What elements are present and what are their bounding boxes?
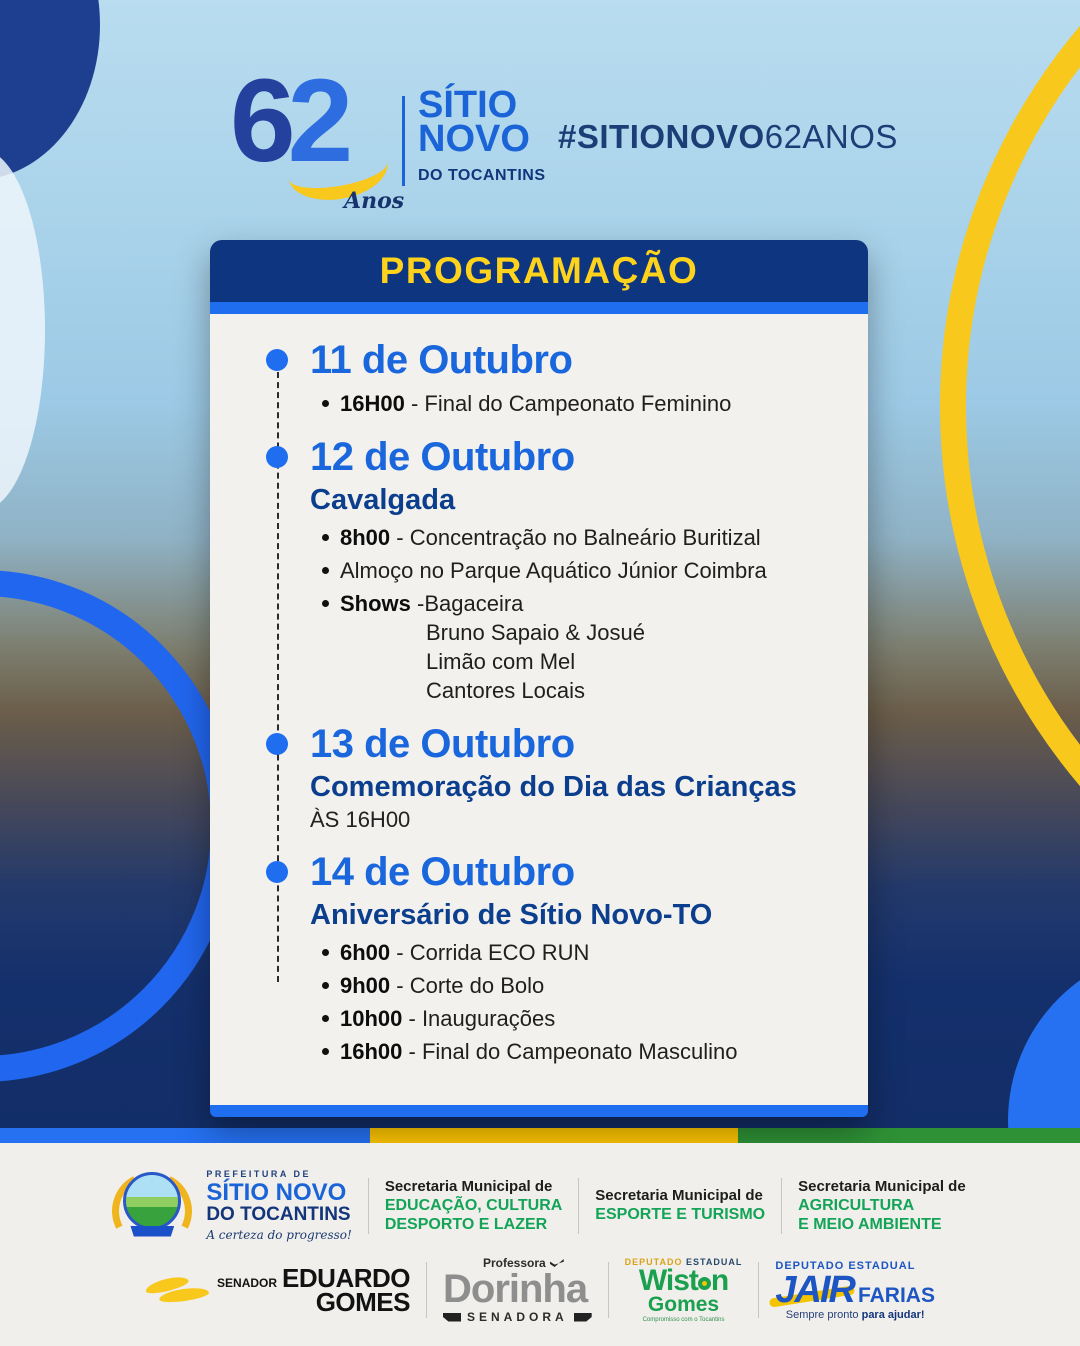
timeline-dot-icon (266, 861, 288, 883)
logo-62-anos (230, 55, 405, 214)
footer-divider (426, 1262, 427, 1318)
prefeitura-block (206, 1169, 352, 1242)
secretariat-esporte (595, 1187, 765, 1224)
secretariat-line: ESPORTE E TURISMO (595, 1206, 766, 1223)
footer-divider (758, 1262, 759, 1318)
stripe-blue (0, 1128, 370, 1143)
jair-first-name: JAIR (775, 1268, 854, 1311)
program-days (210, 338, 842, 1066)
stripe-green (738, 1128, 1080, 1143)
secretariat-intro: Secretaria Municipal de (384, 1177, 553, 1195)
logo-jair-farias (775, 1260, 935, 1321)
day-subtitle: Comemoração do Dia das Crianças (310, 771, 797, 803)
secretariat-line: AGRICULTURA (798, 1196, 915, 1214)
crest-ribbon-icon (130, 1226, 174, 1237)
program-item-extra: Cantores Locais (426, 678, 585, 703)
program-card-header (210, 240, 868, 302)
prefeitura-slogan: A certeza do progresso! (206, 1228, 352, 1242)
navy-blob-shape (0, 0, 100, 180)
wiston-last-name: Gomes (647, 1293, 720, 1316)
program-item: 16h00 - Final do Campeonato Masculino (310, 1037, 842, 1066)
footer-divider (608, 1262, 609, 1318)
wiston-tagline: Compromisso com o Tocantins (642, 1317, 725, 1323)
footer-supporters-row (0, 1256, 1080, 1324)
program-day (210, 435, 842, 705)
day-items (310, 523, 842, 705)
logo-digit-two: 2 (287, 55, 346, 187)
day-date (310, 435, 842, 479)
day-items (310, 938, 842, 1066)
estadual-label: ESTADUAL (686, 1257, 743, 1267)
day-items (310, 389, 842, 418)
logo-anos-label: Anos (344, 188, 405, 214)
hashtag (558, 118, 898, 156)
hashtag-regular: 62ANOS (764, 118, 898, 155)
day-date (310, 850, 842, 894)
logo-divider (402, 96, 405, 186)
logo-wiston-gomes: DEPUTADO ESTADUAL Wist n Gomes Compromisso com o Tocantins (624, 1257, 743, 1323)
footer-secretariats-row (0, 1169, 1080, 1242)
hashtag-bold: #SITIONOVO (558, 118, 765, 155)
program-item: 10h00 - Inaugurações (310, 1004, 842, 1033)
card-top-stripe (210, 302, 868, 314)
program-item: 6h00 - Corrida ECO RUN (310, 938, 842, 967)
logo-dorinha (443, 1256, 592, 1324)
secretariat-intro: Secretaria Municipal de (798, 1177, 966, 1195)
program-item: Shows -Bagaceira Bruno Sapaio & Josué Limão com Mel Cantores Locais (310, 589, 842, 705)
senadora-label: SENADORA (467, 1310, 568, 1324)
prefeitura-name2: DO TOCANTINS (206, 1204, 351, 1225)
secretariat-line: EDUCAÇÃO, CULTURA (384, 1196, 563, 1214)
secretariat-educacao (385, 1178, 562, 1234)
logo-eduardo-gomes (145, 1263, 410, 1317)
timeline-dot-icon (266, 349, 288, 371)
footer (0, 1143, 1080, 1346)
program-item: 9h00 - Corte do Bolo (310, 971, 842, 1000)
footer-divider (578, 1178, 579, 1234)
city-name-line3: DO TOCANTINS (418, 167, 546, 184)
light-blob-shape (0, 150, 45, 510)
city-name-line1: SÍTIO (418, 84, 518, 126)
deputado-label: DEPUTADO (624, 1257, 683, 1267)
deputado-estadual-label: DEPUTADO ESTADUAL (775, 1259, 916, 1272)
yellow-arc-shape (940, 0, 1080, 992)
secretariat-agricultura (798, 1178, 966, 1234)
program-title: PROGRAMAÇÃO (379, 250, 699, 291)
dorinha-name: Dorinha (443, 1267, 588, 1311)
eduardo-first-name: EDUARDO (282, 1263, 410, 1293)
timeline-dot-icon (266, 733, 288, 755)
prefeitura-eyebrow: PREFEITURA DE (206, 1169, 311, 1179)
day-date-label: 14 de Outubro (310, 850, 575, 894)
secretariat-intro: Secretaria Municipal de (595, 1187, 763, 1204)
tricolor-stripe (0, 1128, 1080, 1143)
stripe-yellow (370, 1128, 738, 1143)
program-item: 8h00 - Concentração no Balneário Buritizal (310, 523, 842, 552)
city-crest-logo (114, 1170, 190, 1242)
wiston-first-name: Wist (638, 1264, 698, 1297)
footer-divider (781, 1178, 782, 1234)
yellow-swoosh-icon (145, 1275, 211, 1305)
secretariat-line: DESPORTO E LAZER (384, 1215, 548, 1233)
jair-last-name: FARIAS (857, 1283, 935, 1307)
program-item: 16H00 - Final do Campeonato Feminino (310, 389, 842, 418)
program-item: Almoço no Parque Aquático Júnior Coimbra (310, 556, 842, 585)
card-bottom-stripe (210, 1105, 868, 1117)
prefeitura-name1: SÍTIO NOVO (206, 1179, 347, 1206)
day-date-label: 13 de Outubro (310, 722, 575, 766)
day-date-label: 12 de Outubro (310, 435, 575, 479)
program-item-extra: Limão com Mel (426, 649, 576, 674)
city-name-block (418, 84, 546, 193)
jair-tagline: Sempre pronto para ajudar! (785, 1308, 925, 1321)
day-date-label: 11 de Outubro (310, 338, 573, 382)
day-subtitle: Aniversário de Sítio Novo-TO (310, 899, 713, 931)
program-day (210, 722, 842, 833)
secretariat-line: E MEIO AMBIENTE (798, 1215, 942, 1233)
flag-icon (443, 1313, 461, 1322)
senador-label: SENADOR (217, 1276, 278, 1290)
program-card-body (210, 314, 868, 1105)
blue-ring-shape (0, 570, 237, 1082)
program-item-extra: Bruno Sapaio & Josué (426, 620, 645, 645)
day-date (310, 722, 842, 766)
flag-icon (574, 1313, 592, 1322)
footer-divider (368, 1178, 369, 1234)
target-o-icon (698, 1277, 711, 1290)
day-date (310, 338, 842, 382)
eduardo-last-name: GOMES (315, 1287, 410, 1317)
program-day (210, 338, 842, 418)
program-card (210, 240, 868, 1117)
logo-digit-six: 6 (230, 55, 288, 187)
check-icon (550, 1259, 564, 1267)
city-name-line2: NOVO (418, 118, 530, 160)
program-day (210, 850, 842, 1066)
day-subtitle: Cavalgada (310, 484, 456, 516)
timeline-dot-icon (266, 446, 288, 468)
crest-shield-icon (123, 1172, 181, 1230)
day-note: ÀS 16H00 (310, 807, 411, 832)
professora-label: Professora (483, 1256, 546, 1270)
